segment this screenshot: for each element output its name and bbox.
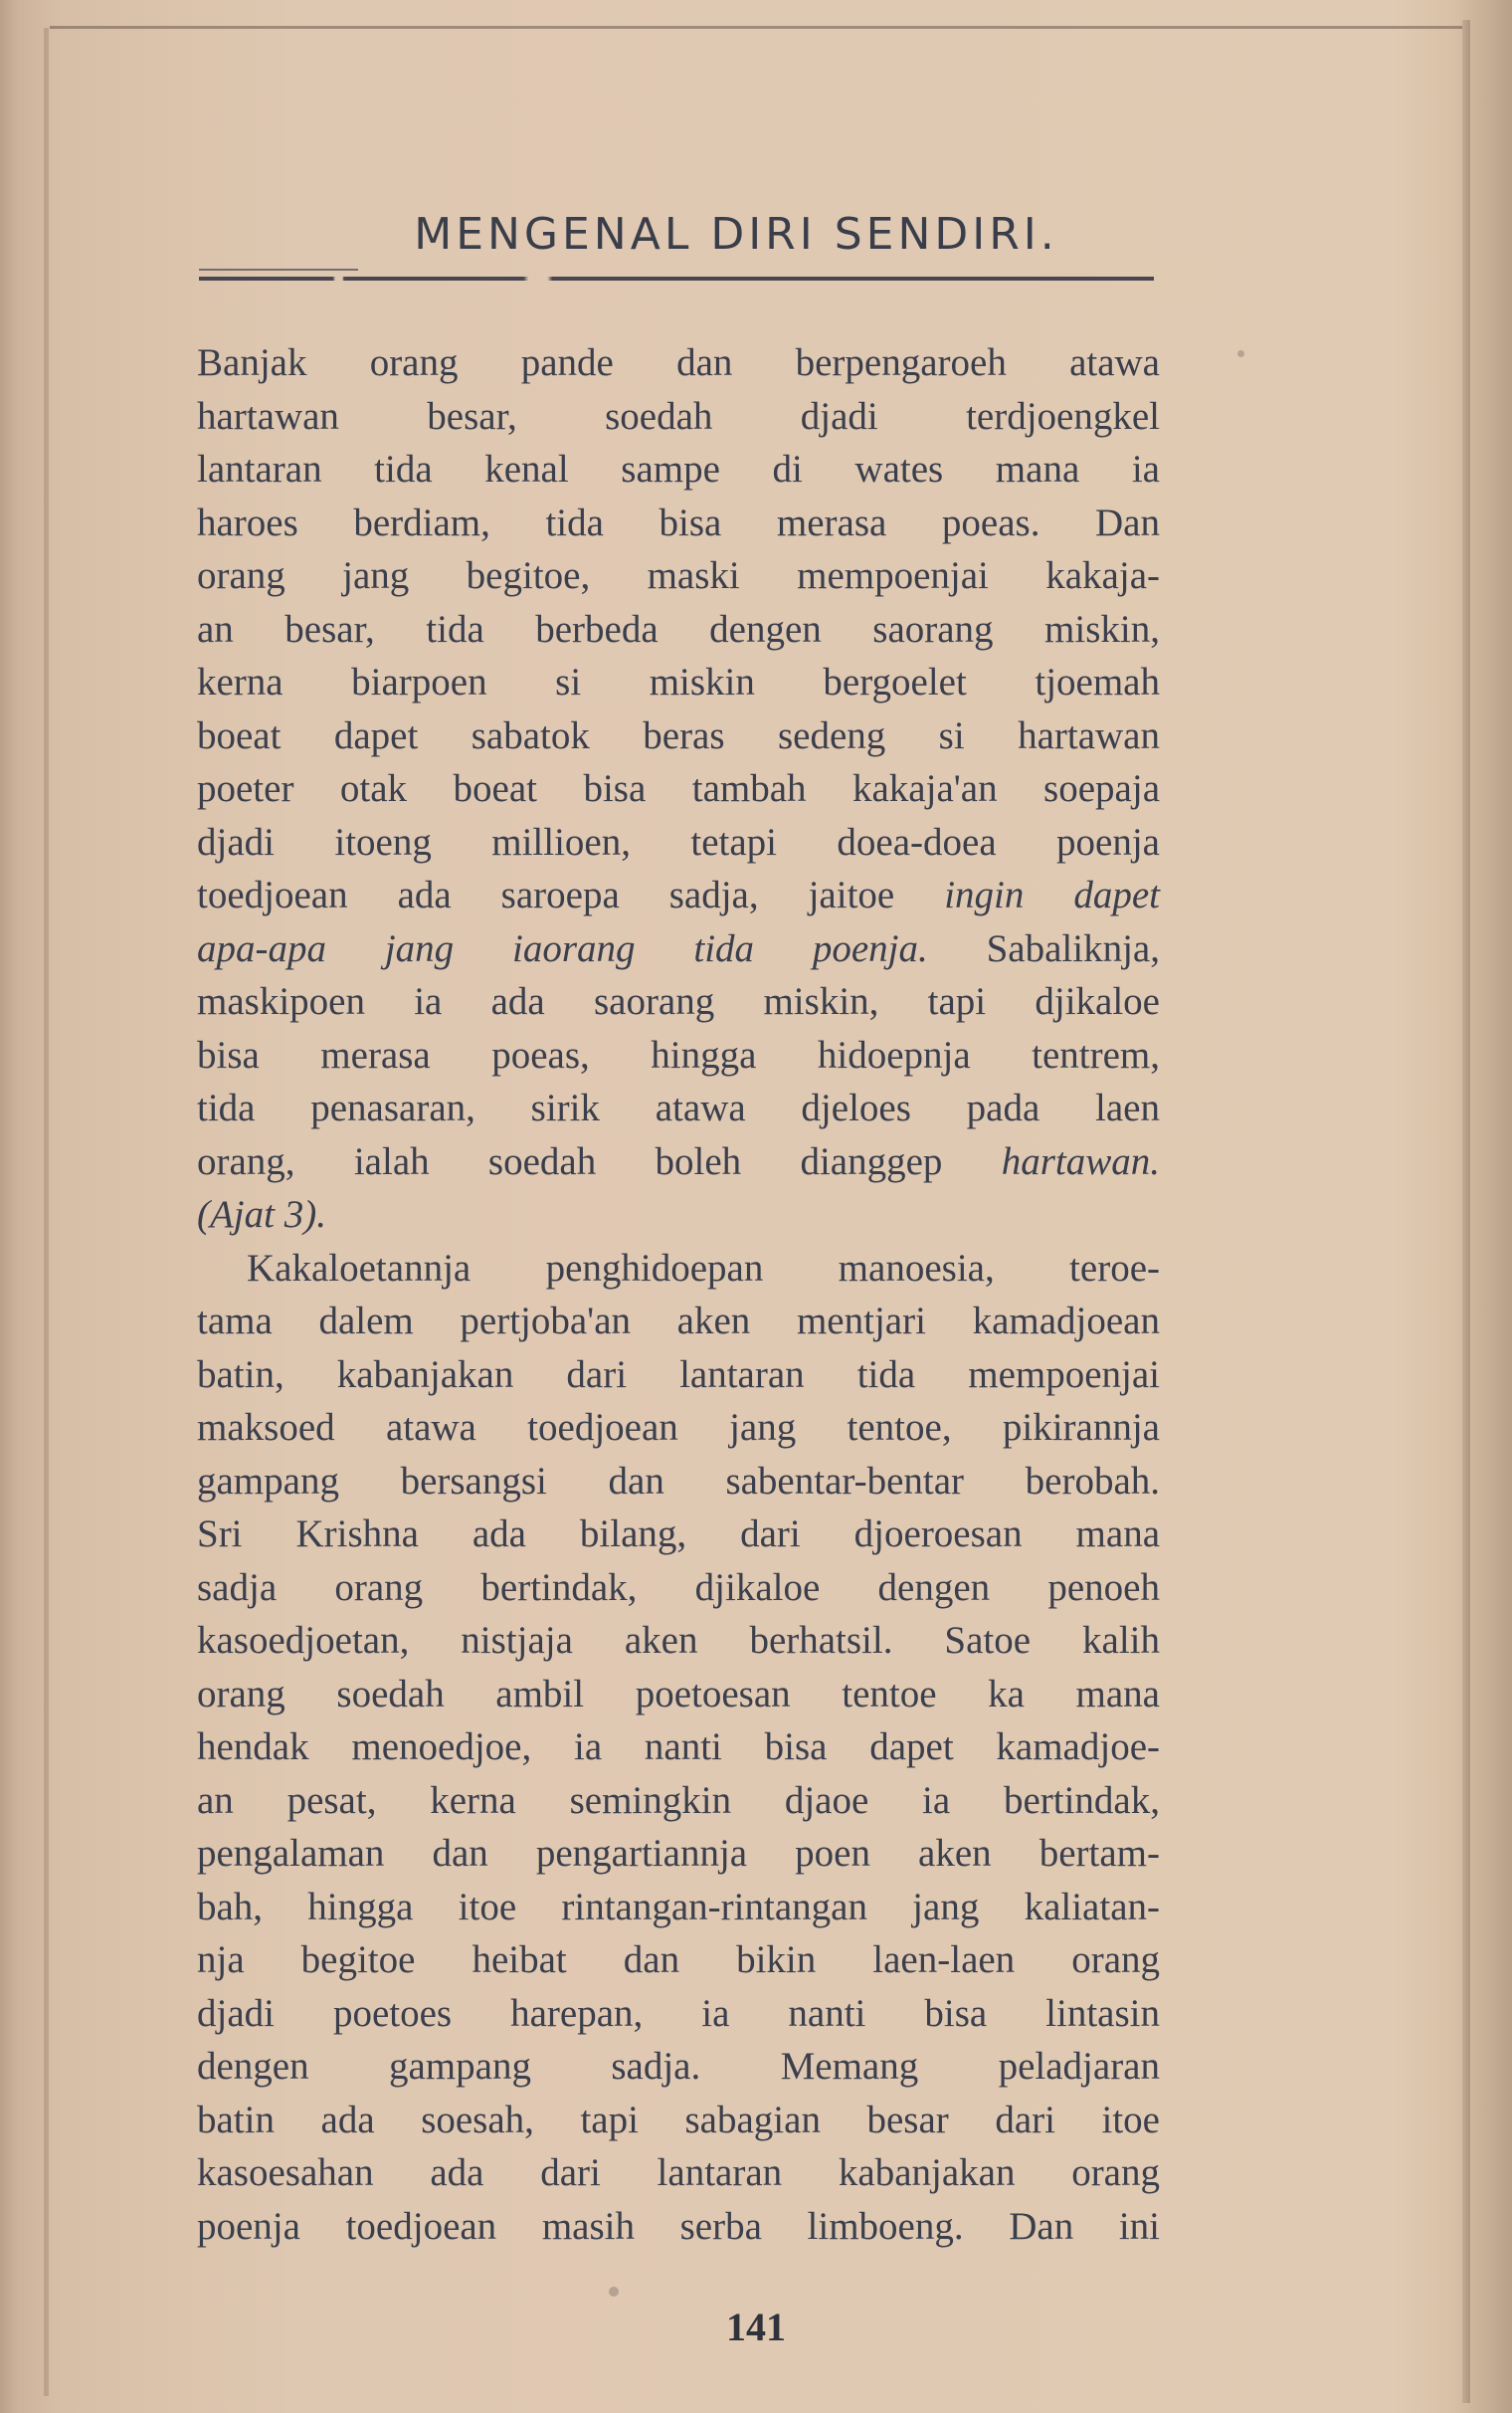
text-line xyxy=(197,1668,1160,1721)
text-line xyxy=(197,549,1160,603)
line-text: kerna biarpoen si miskin bergoelet tjoemah xyxy=(197,661,1160,704)
text-line xyxy=(197,975,1160,1029)
line-text: Sri Krishna ada bilang, dari djoeroesan mana xyxy=(197,1512,1160,1555)
text-line xyxy=(197,1933,1160,1987)
text-line xyxy=(197,1188,1160,1242)
text-line xyxy=(197,1561,1160,1615)
paper-speck xyxy=(1237,350,1244,357)
text-line xyxy=(197,1881,1160,1934)
text-line xyxy=(197,2146,1160,2200)
line-text: hendak menoedjoe, ia nanti bisa dapet kamadjoe- xyxy=(197,1725,1160,1768)
line-text: bisa merasa poeas, hingga hidoepnja tentrem, xyxy=(197,1033,1160,1077)
running-title: MENGENAL DIRI SENDIRI. xyxy=(414,209,1058,260)
text-line xyxy=(197,2094,1160,2147)
line-text: dengen gampang sadja. Memang peladjaran xyxy=(197,2045,1160,2088)
line-text: gampang bersangsi dan sabentar-bentar berobah. xyxy=(197,1459,1160,1503)
text-line xyxy=(197,1029,1160,1083)
line-text: an pesat, kerna semingkin djaoe ia bertindak, xyxy=(197,1778,1160,1822)
text-line xyxy=(197,1401,1160,1455)
line-text: batin, kabanjakan dari lantaran tida mempoenjai xyxy=(197,1352,1160,1396)
text-line xyxy=(197,709,1160,763)
line-text: kasoesahan ada dari lantaran kabanjakan orang xyxy=(197,2151,1160,2194)
line-text: poenja toedjoean masih serba limboeng. Dan ini xyxy=(197,2204,1160,2248)
text-line xyxy=(197,1508,1160,1561)
line-text: nja begitoe heibat dan bikin laen-laen orang xyxy=(197,1938,1160,1981)
text-line xyxy=(197,1348,1160,1402)
text-line xyxy=(197,922,1160,976)
line-text: hartawan besar, soedah djadi terdjoengkel xyxy=(197,394,1160,438)
text-line xyxy=(197,656,1160,709)
text-line xyxy=(197,1827,1160,1881)
line-text: djadi poetoes harepan, ia nanti bisa lintasin xyxy=(197,1991,1160,2035)
header-rule xyxy=(199,277,1154,281)
body-text xyxy=(197,336,1160,2253)
text-line xyxy=(197,336,1160,390)
line-text: poeter otak boeat bisa tambah kakaja'an soepaja xyxy=(197,767,1160,810)
line-text: maskipoen ia ada saorang miskin, tapi djikaloe xyxy=(197,980,1160,1023)
text-line xyxy=(197,1774,1160,1828)
line-text: an besar, tida berbeda dengen saorang miskin, xyxy=(197,607,1160,651)
line-text: toedjoean ada saroepa sadja, jaitoe xyxy=(197,874,945,916)
line-text: orang jang begitoe, maski mempoenjai kakaja- xyxy=(197,554,1160,597)
text-line xyxy=(197,497,1160,550)
italic-text: (Ajat 3). xyxy=(197,1193,326,1236)
text-line xyxy=(197,1987,1160,2041)
text-line xyxy=(197,390,1160,444)
text-line xyxy=(197,1295,1160,1348)
text-line xyxy=(197,2040,1160,2094)
line-text: pengalaman dan pengartiannja poen aken bertam- xyxy=(197,1832,1160,1875)
paper-speck xyxy=(609,2287,619,2297)
line-text: orang soedah ambil poetoesan tentoe ka mana xyxy=(197,1672,1160,1715)
line-text: lantaran tida kenal sampe di wates mana ia xyxy=(197,448,1160,491)
page-edge-right xyxy=(1462,20,1470,2403)
text-line xyxy=(197,1614,1160,1668)
line-text: Kakaloetannja penghidoepan manoesia, teroe- xyxy=(247,1246,1160,1290)
text-line xyxy=(197,603,1160,657)
line-text: boeat dapet sabatok beras sedeng si hartawan xyxy=(197,713,1160,757)
text-line xyxy=(197,816,1160,870)
text-line xyxy=(197,1082,1160,1135)
line-text: djadi itoeng millioen, tetapi doea-doea poenja xyxy=(197,820,1160,864)
text-line xyxy=(197,2200,1160,2254)
italic-text: hartawan. xyxy=(1001,1139,1160,1183)
line-text: Sabaliknja, xyxy=(927,926,1160,970)
text-line xyxy=(197,1135,1160,1189)
page-number: 141 xyxy=(726,2305,786,2349)
line-text: batin ada soesah, tapi sabagian besar dari itoe xyxy=(197,2098,1160,2141)
text-line xyxy=(197,1455,1160,1508)
line-text: maksoed atawa toedjoean jang tentoe, pikirannja xyxy=(197,1406,1160,1449)
page-top-rule xyxy=(50,26,1462,29)
line-text: bah, hingga itoe rintangan-rintangan jang kaliatan- xyxy=(197,1885,1160,1928)
page-header xyxy=(199,209,1154,289)
text-line xyxy=(197,443,1160,497)
text-line xyxy=(197,869,1160,922)
text-line xyxy=(197,1242,1160,1296)
text-line xyxy=(197,762,1160,816)
line-text: sadja orang bertindak, djikaloe dengen penoeh xyxy=(197,1565,1160,1609)
page-edge-left xyxy=(44,28,49,2396)
italic-text: apa-apa jang iaorang tida poenja. xyxy=(197,926,928,970)
text-line xyxy=(197,1720,1160,1774)
line-text: haroes berdiam, tida bisa merasa poeas. Dan xyxy=(197,501,1160,544)
line-text: tida penasaran, sirik atawa djeloes pada laen xyxy=(197,1087,1160,1129)
header-rule-short xyxy=(199,269,358,271)
italic-text: ingin dapet xyxy=(944,874,1160,916)
line-text: Banjak orang pande dan berpengaroeh atawa xyxy=(197,341,1160,384)
line-text: kasoedjoetan, nistjaja aken berhatsil. Satoe kalih xyxy=(197,1619,1160,1662)
line-text: tama dalem pertjoba'an aken mentjari kamadjoean xyxy=(197,1300,1160,1342)
line-text: orang, ialah soedah boleh dianggep xyxy=(197,1139,1002,1183)
